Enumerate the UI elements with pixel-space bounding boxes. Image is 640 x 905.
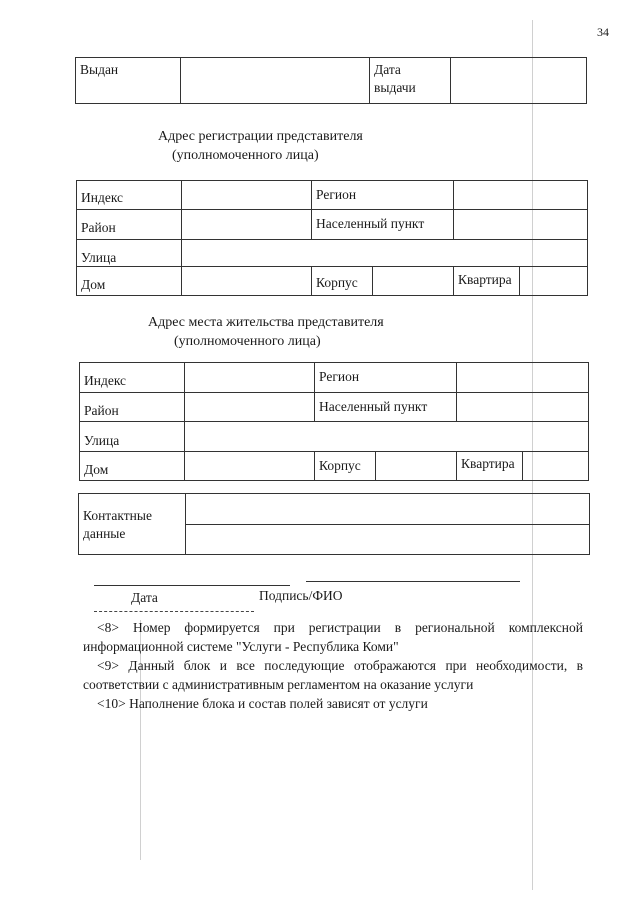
res-index-label: Индекс	[84, 373, 127, 388]
footnote-8: <8> Номер формируется при регистрации в региональной комплексной информационной системе "Услуги - Республика Коми"	[83, 620, 583, 654]
contacts-field-2[interactable]	[185, 524, 590, 555]
reg-apartment-label-cell	[453, 266, 520, 296]
reg-region-label-cell	[311, 180, 454, 210]
res-apartment-label: Квартира	[461, 456, 515, 471]
registration-title: Адрес регистрации представителя	[158, 129, 363, 144]
date-line	[94, 585, 290, 586]
res-house-field[interactable]	[184, 451, 315, 481]
res-locality-label: Населенный пункт	[319, 399, 428, 414]
reg-building-label: Корпус	[316, 275, 358, 290]
reg-region-label: Регион	[316, 187, 357, 202]
reg-street-label-cell	[76, 239, 182, 267]
page-number: 34	[597, 25, 609, 39]
residence-subtitle: (уполномоченного лица)	[174, 334, 321, 349]
res-index-label-cell	[79, 362, 185, 393]
footnotes	[83, 618, 583, 713]
reg-apartment-label: Квартира	[458, 272, 512, 287]
res-building-label-cell	[314, 451, 376, 481]
contacts-label: Контактные данные	[83, 508, 152, 541]
reg-index-field[interactable]	[181, 180, 312, 210]
residence-heading	[148, 313, 384, 351]
res-region-label-cell	[314, 362, 457, 393]
reg-street-field[interactable]	[181, 239, 588, 267]
registration-heading	[158, 127, 363, 165]
res-district-label: Район	[84, 403, 119, 418]
footnote-9: <9> Данный блок и все последующие отображаются при необходимости, в соответствии с административным регламентом на оказание услуги	[83, 658, 583, 692]
res-building-label: Корпус	[319, 458, 361, 473]
issued-table	[75, 57, 587, 104]
res-apartment-field[interactable]	[522, 451, 589, 481]
footnote-10: <10> Наполнение блока и состав полей зависят от услуги	[97, 696, 428, 711]
reg-region-field[interactable]	[453, 180, 588, 210]
res-region-label: Регион	[319, 369, 360, 384]
reg-district-label: Район	[81, 220, 116, 235]
reg-building-label-cell	[311, 266, 373, 296]
registration-address-table	[76, 180, 588, 296]
res-region-field[interactable]	[456, 362, 589, 393]
reg-locality-field[interactable]	[453, 209, 588, 240]
reg-district-label-cell	[76, 209, 182, 240]
issue-date-value-field[interactable]	[450, 57, 587, 104]
signature-caption: Подпись/ФИО	[259, 588, 343, 603]
reg-locality-label: Населенный пункт	[316, 216, 425, 231]
contacts-table	[78, 493, 590, 555]
footnote-separator	[94, 611, 254, 612]
res-locality-field[interactable]	[456, 392, 589, 422]
reg-locality-label-cell	[311, 209, 454, 240]
contacts-label-cell	[78, 493, 186, 555]
issued-value-field[interactable]	[180, 57, 370, 104]
res-locality-label-cell	[314, 392, 457, 422]
reg-house-label-cell	[76, 266, 182, 296]
res-street-label-cell	[79, 421, 185, 452]
issue-date-label: Дата выдачи	[374, 62, 416, 95]
reg-district-field[interactable]	[181, 209, 312, 240]
res-house-label: Дом	[84, 462, 109, 477]
reg-index-label: Индекс	[81, 190, 124, 205]
reg-apartment-field[interactable]	[519, 266, 588, 296]
reg-street-label: Улица	[81, 250, 117, 265]
res-house-label-cell	[79, 451, 185, 481]
res-street-label: Улица	[84, 433, 120, 448]
date-caption: Дата	[131, 590, 158, 605]
res-street-field[interactable]	[184, 421, 589, 452]
issued-label: Выдан	[80, 62, 119, 77]
reg-house-field[interactable]	[181, 266, 312, 296]
res-district-field[interactable]	[184, 392, 315, 422]
contacts-field-1[interactable]	[185, 493, 590, 525]
residence-title: Адрес места жительства представителя	[148, 315, 384, 330]
reg-index-label-cell	[76, 180, 182, 210]
signature-line	[306, 581, 520, 582]
res-district-label-cell	[79, 392, 185, 422]
res-building-field[interactable]	[375, 451, 457, 481]
registration-subtitle: (уполномоченного лица)	[172, 148, 319, 163]
issued-label-cell	[75, 57, 181, 104]
res-apartment-label-cell	[456, 451, 523, 481]
res-index-field[interactable]	[184, 362, 315, 393]
issue-date-label-cell	[369, 57, 451, 104]
reg-building-field[interactable]	[372, 266, 454, 296]
reg-house-label: Дом	[81, 277, 106, 292]
residence-address-table	[79, 362, 589, 481]
